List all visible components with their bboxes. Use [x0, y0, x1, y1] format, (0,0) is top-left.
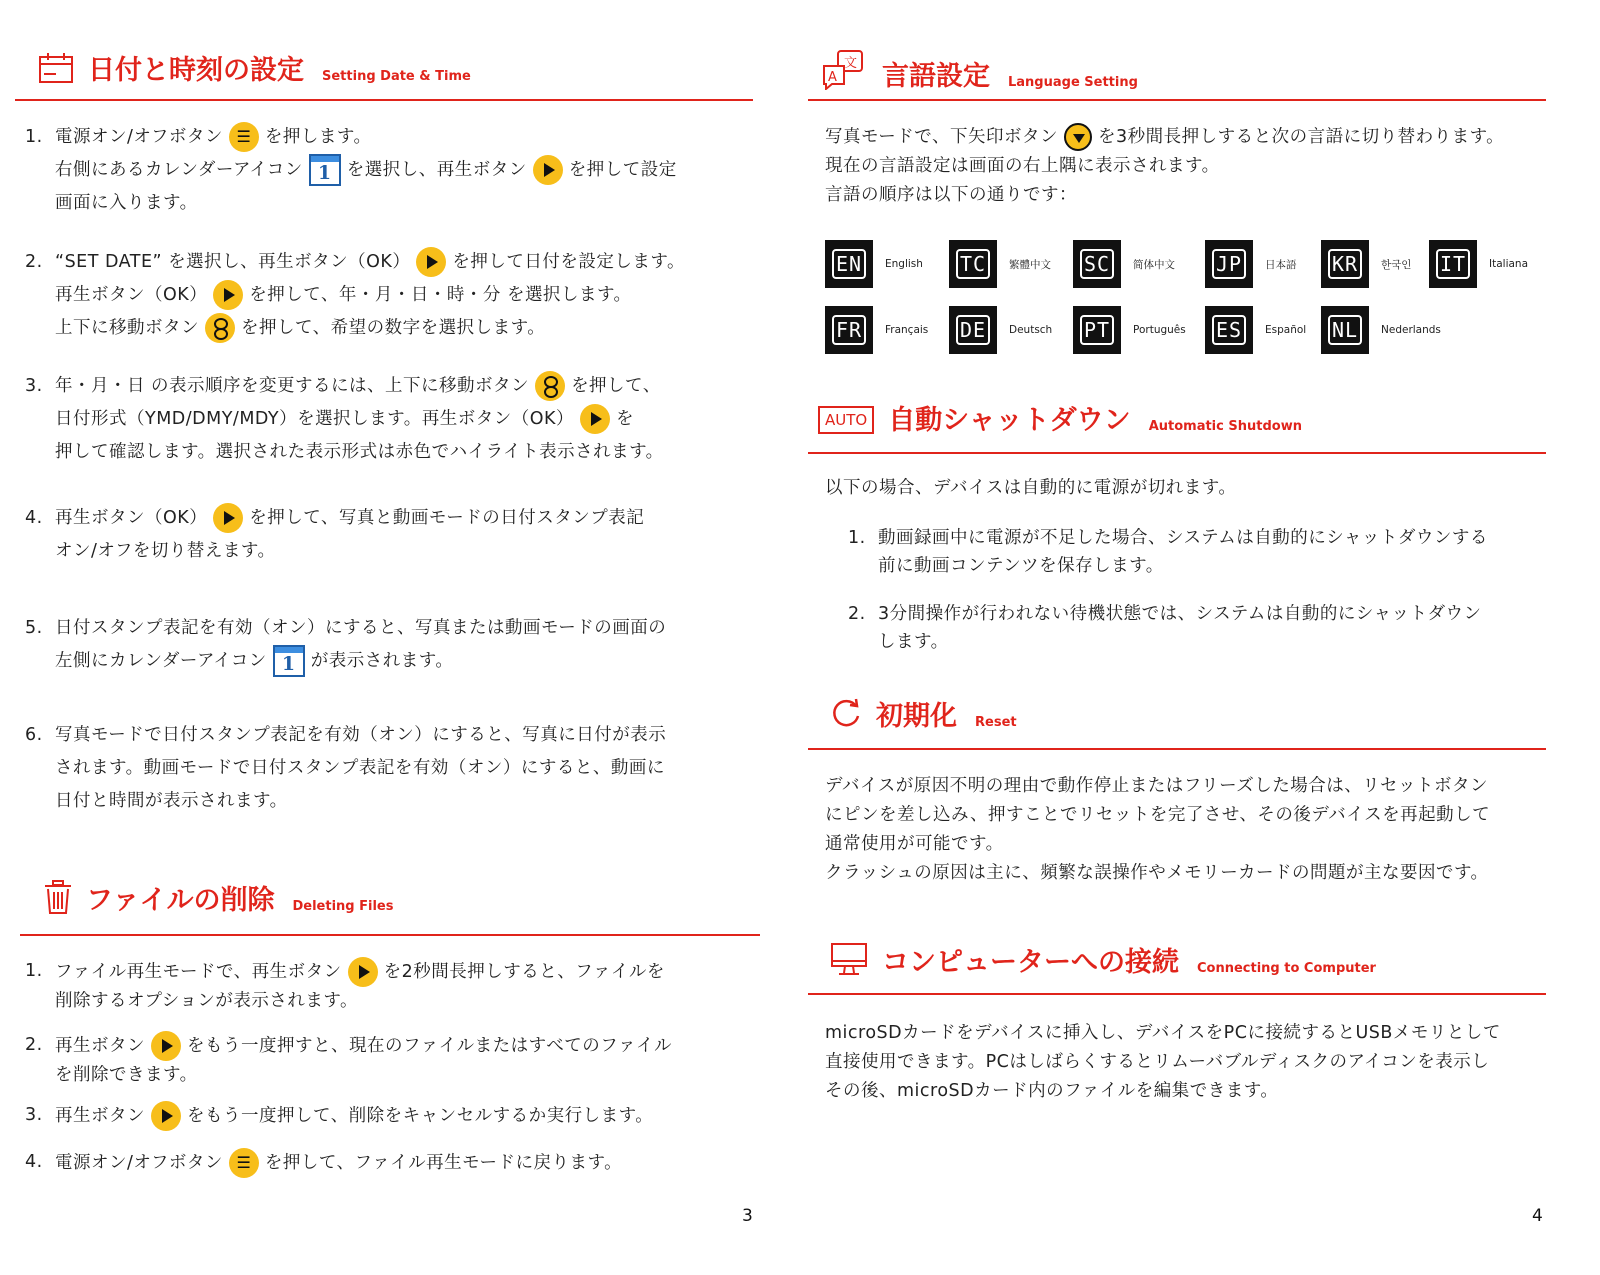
play-button-icon	[416, 247, 446, 277]
section-divider	[808, 993, 1546, 995]
list-item: 2. “SET DATE” を選択し、再生ボタン（OK） を押して日付を設定します。 再生ボタン（OK） を押して、年・月・日・時・分 を選択します。 上下に移動ボタン を押して、希望の数字を選択します。	[25, 246, 685, 345]
play-button-icon	[580, 404, 610, 434]
language-option: PT Português	[1073, 306, 1186, 354]
section-header-reset	[830, 698, 1017, 734]
section-title-ja: 自動シャットダウン	[888, 405, 1131, 436]
section-title-ja: コンピューターへの接続	[882, 947, 1179, 978]
play-button-icon	[533, 155, 563, 185]
section-header-shutdown	[818, 404, 1302, 438]
menu-button-icon	[229, 122, 259, 152]
up-down-button-icon	[535, 371, 565, 401]
page-number: 3	[742, 1206, 753, 1226]
language-option: DE Deutsch	[949, 306, 1052, 354]
language-option: TC 繁體中文	[949, 240, 1051, 288]
calendar-icon	[38, 52, 74, 88]
language-option: ES Español	[1205, 306, 1306, 354]
monitor-icon	[830, 942, 868, 980]
play-button-icon	[151, 1101, 181, 1131]
list-item: 6. 写真モードで日付スタンプ表記を有効（オン）にすると、写真に日付が表示 されます。動画モードで日付スタンプ表記を有効（オン）にすると、動画に 日付と時間が表示されます。	[25, 725, 667, 811]
trash-icon	[44, 880, 72, 918]
page-left	[0, 0, 790, 1275]
shutdown-intro: 以下の場合、デバイスは自動的に電源が切れます。	[825, 478, 1237, 498]
language-option: SC 简体中文	[1073, 240, 1175, 288]
section-title-en: Reset	[975, 715, 1017, 730]
section-title-ja: 言語設定	[882, 61, 990, 92]
play-button-icon	[348, 957, 378, 987]
section-divider	[15, 99, 753, 101]
language-option: NL Nederlands	[1321, 306, 1441, 354]
menu-button-icon	[229, 1148, 259, 1178]
section-divider	[20, 934, 760, 936]
page-right	[800, 0, 1600, 1275]
language-text: 写真モードで、下矢印ボタン を3秒間長押しすると次の言語に切り替わります。 現在の言語設定は画面の右上隅に表示されます。 言語の順序は以下の通りです：	[825, 123, 1504, 210]
refresh-icon	[830, 698, 862, 734]
language-option: EN English	[825, 240, 923, 288]
section-title-en: Deleting Files	[292, 899, 394, 914]
calendar-app-icon	[273, 645, 305, 677]
section-title-ja: 日付と時刻の設定	[88, 55, 304, 86]
list-item: 5. 日付スタンプ表記を有効（オン）にすると、写真または動画モードの画面の 左側にカレンダーアイコン1 が表示されます。	[25, 612, 666, 678]
list-item: 3. 再生ボタン をもう一度押して、削除をキャンセルするか実行します。	[25, 1101, 653, 1131]
calendar-app-icon	[309, 154, 341, 186]
page-number: 4	[1532, 1206, 1543, 1226]
auto-badge-icon: AUTO	[818, 406, 874, 434]
list-item: 4. 再生ボタン（OK） を押して、写真と動画モードの日付スタンプ表記 オン/オフを切り替えます。	[25, 502, 644, 568]
section-divider	[808, 748, 1546, 750]
section-header-computer	[830, 942, 1376, 980]
list-item: 3. 年・月・日 の表示順序を変更するには、上下に移動ボタン を押して、 日付形式（YMD/DMY/MDY）を選択します。再生ボタン（OK） を 押して確認します。選択された表示形式は赤色でハイライト表示されます。	[25, 370, 664, 469]
section-header-language	[822, 50, 1138, 94]
section-title-en: Language Setting	[1008, 75, 1138, 90]
list-item: 1. 電源オン/オフボタン☰ を押します。 右側にあるカレンダーアイコン1 を選択し、再生ボタン を押して設定 画面に入ります。	[25, 121, 677, 220]
computer-text: microSDカードをデバイスに挿入し、デバイスをPCに接続するとUSBメモリとして 直接使用できます。PCはしばらくするとリムーバブルディスクのアイコンを表示し その後、microSDカード内のファイルを編集できます。	[825, 1023, 1501, 1101]
play-button-icon	[213, 503, 243, 533]
section-title-ja: ファイルの削除	[86, 885, 275, 916]
play-button-icon	[213, 280, 243, 310]
svg-text:文: 文	[844, 56, 858, 71]
language-option: JP 日本語	[1205, 240, 1297, 288]
list-item: 1. ファイル再生モードで、再生ボタン を2秒間長押しすると、ファイルを 削除するオプションが表示されます。	[25, 957, 665, 1015]
up-down-button-icon	[205, 313, 235, 343]
svg-text:A: A	[828, 70, 837, 85]
language-option: IT Italiana	[1429, 240, 1528, 288]
list-item: 1. 動画録画中に電源が不足した場合、システムは自動的にシャットダウンする 前に動画コンテンツを保存します。	[848, 528, 1488, 576]
section-title-ja: 初期化	[876, 701, 957, 732]
translate-icon	[822, 50, 868, 94]
language-option: FR Français	[825, 306, 928, 354]
section-header-delete	[44, 880, 393, 918]
list-item: 4. 電源オン/オフボタン☰ を押して、ファイル再生モードに戻ります。	[25, 1148, 622, 1178]
section-title-en: Connecting to Computer	[1197, 961, 1376, 976]
section-title-en: Setting Date & Time	[322, 69, 471, 84]
play-button-icon	[151, 1031, 181, 1061]
language-option: KR 한국인	[1321, 240, 1411, 288]
list-item: 2. 3分間操作が行われない待機状態では、システムは自動的にシャットダウン します。	[848, 604, 1482, 652]
section-divider	[808, 99, 1546, 101]
list-item: 2. 再生ボタン をもう一度押すと、現在のファイルまたはすべてのファイル を削除できます。	[25, 1031, 672, 1089]
section-title-en: Automatic Shutdown	[1148, 419, 1302, 434]
section-divider	[808, 452, 1546, 454]
reset-text: デバイスが原因不明の理由で動作停止またはフリーズした場合は、リセットボタン にピンを差し込み、押すことでリセットを完了させ、その後デバイスを再起動して 通常使用が可能です。 クラッシュの原因は主に、頻繁な誤操作やメモリーカードの問題が主な要因です。	[825, 776, 1491, 883]
down-arrow-button-icon	[1064, 123, 1092, 151]
section-header-date-time	[38, 52, 471, 88]
